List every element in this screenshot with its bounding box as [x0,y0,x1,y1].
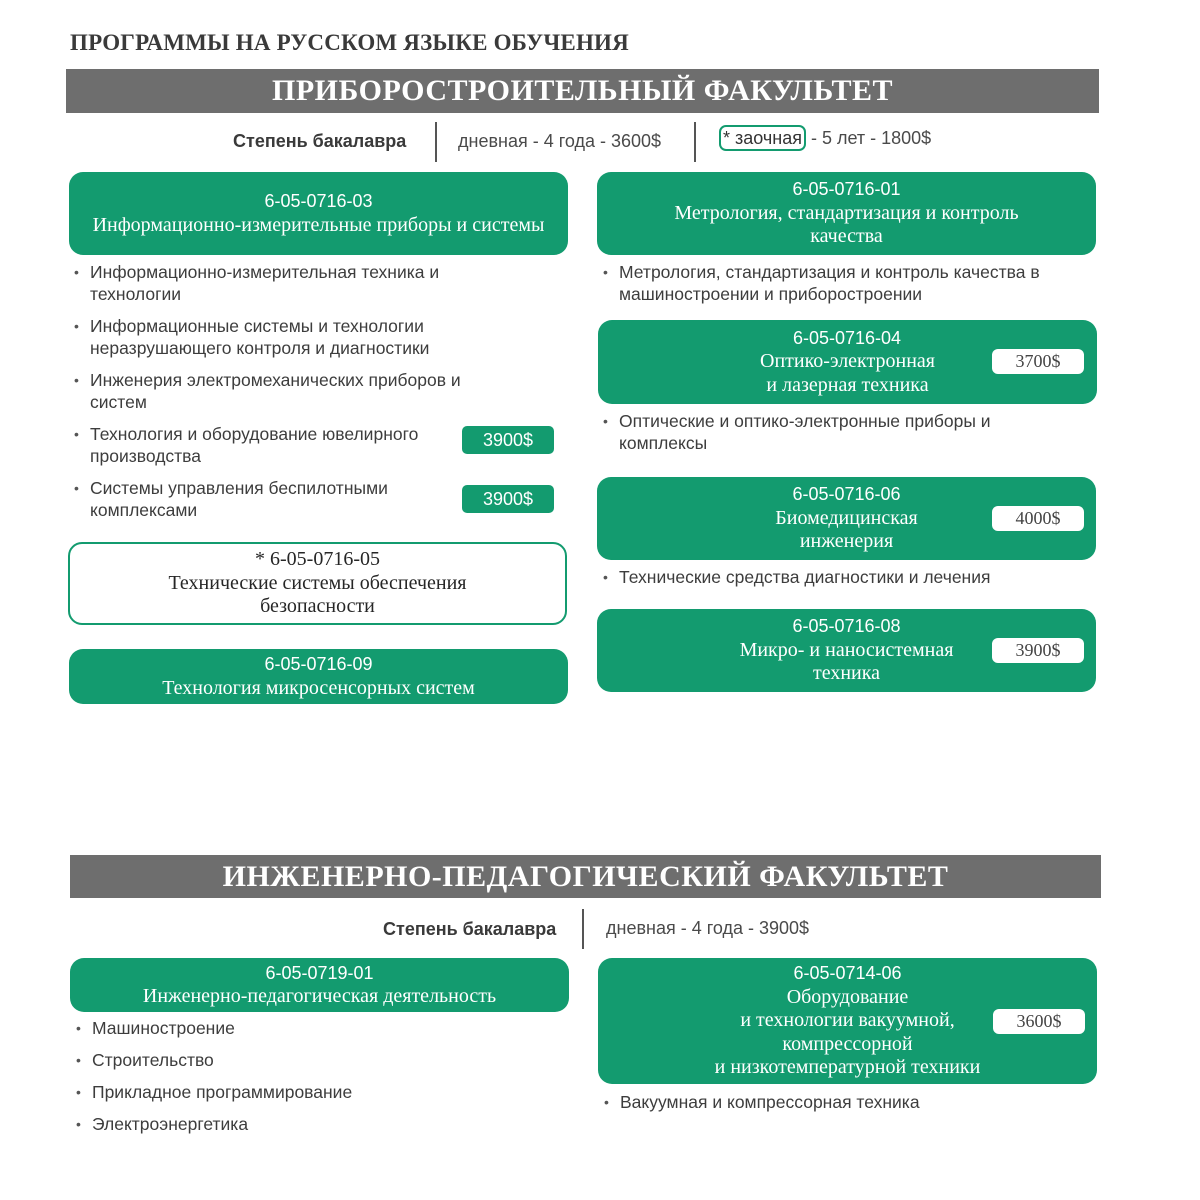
list-item: • Вакуумная и компрессорная техника [602,1092,1092,1114]
list-item: • Прикладное программирование [74,1082,474,1104]
day-study-info: дневная - 4 года - 3900$ [606,918,810,938]
extramural-detail: - 5 лет - 1800$ [805,128,932,148]
specialization-list-0716-01 [601,262,1091,305]
program-title: Технология микросенсорных систем [162,676,475,699]
specialization-list-0719-01 [74,1018,474,1136]
program-title-line: компрессорной [782,1032,913,1055]
extramural-info [719,128,931,149]
program-title: Инженерно-педагогическая деятельность [142,985,497,1007]
program-card-0719-01 [70,958,569,1012]
list-item: • Строительство [74,1050,474,1072]
extramural-tag: * заочная [719,125,806,151]
program-code: * 6-05-0716-05 [255,548,380,571]
program-card-0716-05 [68,542,567,625]
day-study-info: дневная - 4 года - 3600$ [458,131,662,151]
program-card-0714-06 [598,958,1097,1084]
list-item: • Инженерия электромеханических приборов и систем [72,370,472,413]
program-code: 6-05-0716-08 [792,616,901,637]
page-title: ПРОГРАММЫ НА РУССКОМ ЯЗЫКЕ ОБУЧЕНИЯ [70,30,629,55]
list-item: • Системы управления беспилотными комплексами [72,478,472,521]
faculty-banner-instrument: ПРИБОРОСТРОИТЕЛЬНЫЙ ФАКУЛЬТЕТ [66,69,1099,113]
program-card-0716-01 [597,172,1096,255]
price-badge: 3700$ [992,349,1084,374]
divider [435,122,437,162]
program-code: 6-05-0716-01 [792,179,901,200]
specialization-list-0716-03 [72,262,472,521]
price-badge: 3900$ [992,638,1084,663]
specialization-list-0714-06 [602,1092,1092,1114]
program-card-0716-09 [69,649,568,704]
program-title-line: инженерия [799,530,894,553]
program-card-0716-06 [597,477,1096,560]
specialization-list-0716-04 [601,411,1051,454]
program-title-line: техника [812,662,881,685]
specialization-list-0716-06 [601,567,1091,589]
program-title-line: и технологии вакуумной, [740,1009,955,1032]
price-badge: 3900$ [462,485,554,513]
list-item: • Технология и оборудование ювелирного производства [72,424,472,467]
degree-label: Степень бакалавра [383,919,557,939]
list-item: • Электроэнергетика [74,1114,474,1136]
list-item: • Машиностроение [74,1018,474,1040]
program-code: 6-05-0714-06 [793,963,902,984]
list-item: • Информационные системы и технологии неразрушающего контроля и диагностики [72,316,472,359]
program-code: 6-05-0716-09 [264,654,373,674]
program-card-0716-08 [597,609,1096,692]
program-title-line: и лазерная техника [766,373,929,396]
divider [582,909,584,949]
price-badge: 3900$ [462,426,554,454]
program-title: Метрология, стандартизация и контроль качества [674,201,1019,248]
price-badge: 3600$ [993,1009,1085,1034]
faculty-banner-engineering-pedagogical: ИНЖЕНЕРНО-ПЕДАГОГИЧЕСКИЙ ФАКУЛЬТЕТ [70,855,1101,898]
program-card-0716-04 [598,320,1097,404]
program-code: 6-05-0719-01 [265,962,374,983]
program-title-line: Биомедицинская [775,506,918,529]
program-title-line: Микро- и наносистемная [739,638,954,661]
program-title-line: Оптико-электронная [760,350,935,373]
program-title: Информационно-измерительные приборы и системы [92,213,545,236]
list-item: • Метрология, стандартизация и контроль качества в машиностроении и приборостроении [601,262,1091,305]
program-title-line: и низкотемпературной техники [714,1056,981,1079]
list-item: • Оптические и оптико-электронные приборы и комплексы [601,411,1051,454]
price-badge: 4000$ [992,506,1084,531]
program-code: 6-05-0716-03 [264,191,373,211]
program-title: Технические системы обеспечения безопасности [168,571,467,618]
program-title-line: Оборудование [786,985,909,1008]
program-code: 6-05-0716-04 [792,327,902,348]
list-item: • Информационно-измерительная техника и технологии [72,262,472,305]
list-item: • Технические средства диагностики и лечения [601,567,1091,589]
program-card-0716-03 [69,172,568,255]
degree-label: Степень бакалавра [233,131,407,151]
program-code: 6-05-0716-06 [792,484,901,505]
divider [694,122,696,162]
